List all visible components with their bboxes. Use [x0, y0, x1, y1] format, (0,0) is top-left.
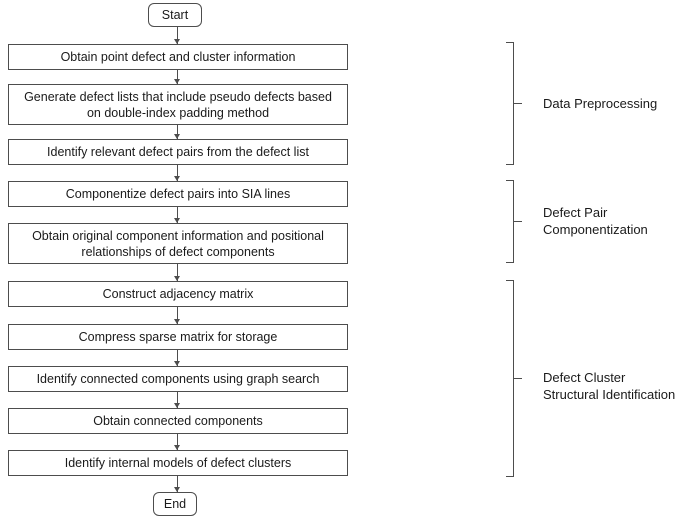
step-label: Obtain original component information and positional relationships of defect components [32, 228, 324, 259]
step-label: Compress sparse matrix for storage [78, 330, 278, 344]
flow-arrow [177, 165, 178, 181]
flow-arrow [177, 27, 178, 44]
step-label: Identify relevant defect pairs from the defect list [47, 145, 309, 159]
flow-arrow [177, 70, 178, 84]
start-node [148, 3, 202, 27]
step-generate-defect-lists [8, 84, 348, 125]
flow-arrow [177, 434, 178, 450]
step-identify-connected-components [8, 366, 348, 392]
step-label: Identify connected components using graph search [36, 372, 320, 386]
group-label-line: Componentization [543, 222, 648, 237]
step-compress-sparse-matrix [8, 324, 348, 350]
flow-arrow [177, 125, 178, 139]
group-label-defect-pair-componentization [543, 204, 648, 238]
bracket-data-preprocessing [506, 42, 514, 165]
group-label-line: Defect Pair [543, 205, 608, 220]
step-label: Obtain point defect and cluster information [60, 50, 296, 64]
step-obtain-point-defect-info [8, 44, 348, 70]
flow-arrow [177, 476, 178, 492]
flow-arrow [177, 392, 178, 408]
step-componentize-defect-pairs [8, 181, 348, 207]
step-label: Obtain connected components [93, 414, 263, 428]
step-obtain-connected-components [8, 408, 348, 434]
step-identify-internal-models [8, 450, 348, 476]
flow-arrow [177, 207, 178, 223]
end-node-label: End [163, 497, 187, 511]
step-label: Identify internal models of defect clusters [64, 456, 292, 470]
step-label: Construct adjacency matrix [102, 287, 254, 301]
flow-arrow [177, 307, 178, 324]
group-label-line: Data Preprocessing [543, 96, 658, 111]
bracket-tick [513, 378, 522, 379]
flow-arrow [177, 350, 178, 366]
step-obtain-component-info [8, 223, 348, 264]
bracket-tick [513, 221, 522, 222]
group-label-line: Structural Identification [543, 387, 676, 402]
group-label-data-preprocessing [543, 95, 657, 112]
start-node-label: Start [161, 8, 189, 22]
group-label-defect-cluster-identification [543, 369, 675, 403]
step-label: Componentize defect pairs into SIA lines [65, 187, 291, 201]
end-node [153, 492, 197, 516]
flow-arrow [177, 264, 178, 281]
bracket-defect-pair-componentization [506, 180, 514, 263]
step-identify-defect-pairs [8, 139, 348, 165]
group-label-line: Defect Cluster [543, 370, 626, 385]
step-label: Generate defect lists that include pseudo defects based on double-index padding method [24, 89, 332, 120]
bracket-tick [513, 103, 522, 104]
bracket-defect-cluster-identification [506, 280, 514, 477]
step-construct-adjacency-matrix [8, 281, 348, 307]
